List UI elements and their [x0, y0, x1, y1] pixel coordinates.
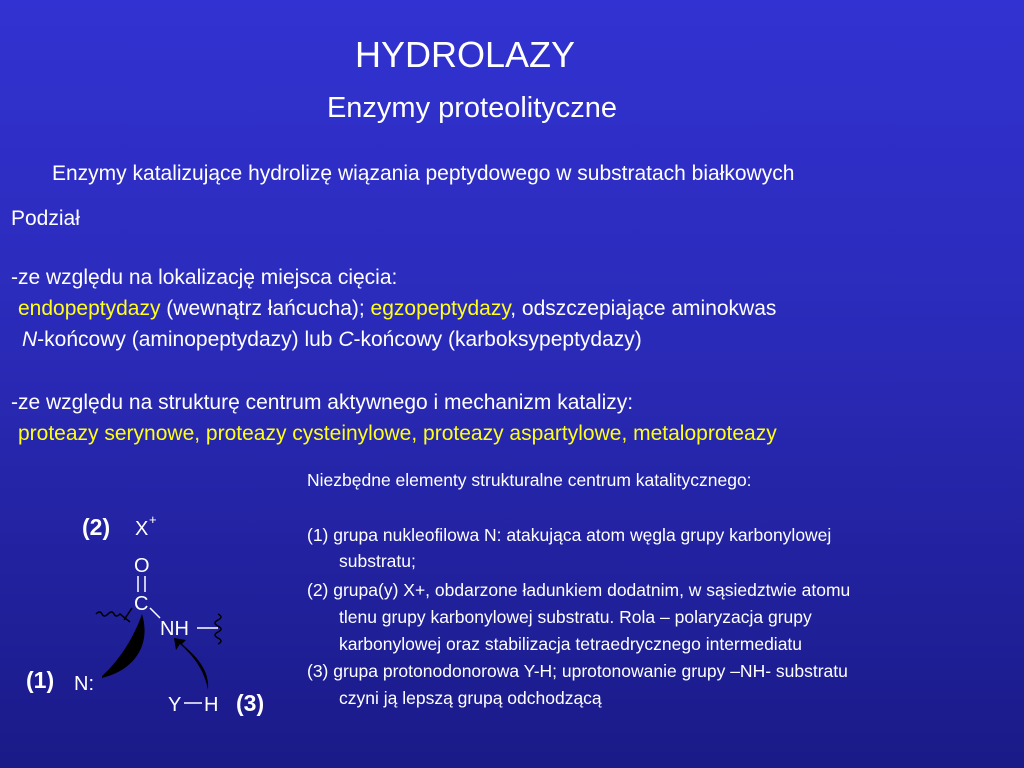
- c-nh-bond: [150, 608, 160, 618]
- carbon-atom: C: [134, 593, 149, 615]
- text-segment: , odszczepiające aminokwas: [510, 297, 777, 320]
- note-item-2c: karbonylowej oraz stabilizacja tetraedrycznego intermediatu: [339, 634, 803, 654]
- note-item-2a: (2) grupa(y) X+, obdarzone ładunkiem dodatnim, w sąsiedztwie atomu: [307, 580, 851, 600]
- nucleophile-n: N:: [74, 673, 94, 695]
- note-item-2b: tlenu grupy karbonylowej substratu. Rola – polaryzacja grupy: [339, 607, 812, 627]
- y-atom: Y: [168, 694, 182, 716]
- italic-c: C: [338, 328, 354, 351]
- h-atom: H: [204, 694, 219, 716]
- notes-heading: Niezbędne elementy strukturalne centrum katalitycznego:: [307, 470, 752, 490]
- wavy-bond-left: [96, 608, 132, 622]
- section-label: Podział: [11, 207, 80, 230]
- criterion-location: -ze względu na lokalizację miejsca cięcia:: [11, 266, 398, 289]
- exopeptidase-line: [18, 297, 776, 321]
- nucleophile-attack-arrow: [102, 614, 145, 678]
- note-item-3a: (3) grupa protonodonorowa Y-H; uprotonowanie grupy –NH- substratu: [307, 661, 848, 681]
- note-item-1a: (1) grupa nukleofilowa N: atakująca atom węgla grupy karbonylowej: [307, 525, 832, 545]
- term-endopeptydazy: endopeptydazy: [18, 297, 161, 320]
- italic-n: N: [22, 328, 38, 351]
- x-group: X: [135, 518, 149, 540]
- page-subtitle: Enzymy proteolityczne: [326, 92, 618, 124]
- label-3: (3): [236, 690, 265, 716]
- page-title: HYDROLAZY: [354, 34, 576, 75]
- criterion-mechanism: -ze względu na strukturę centrum aktywnego i mechanizm katalizy:: [11, 391, 634, 414]
- label-1: (1): [26, 667, 55, 693]
- intro-text: Enzymy katalizujące hydrolizę wiązania peptydowego w substratach białkowych: [52, 162, 795, 185]
- label-2: (2): [82, 514, 111, 540]
- oxygen-atom: O: [134, 555, 150, 577]
- term-egzopeptydazy: egzopeptydazy: [370, 297, 511, 320]
- note-item-1b: substratu;: [339, 551, 416, 571]
- text-segment: -końcowy (karboksypeptydazy): [353, 328, 642, 351]
- protease-classes: proteazy serynowe, proteazy cysteinylowe, proteazy aspartylowe, metaloproteazy: [18, 422, 777, 445]
- nh-group: NH: [160, 618, 189, 640]
- wavy-bond-right: [215, 614, 221, 644]
- catalytic-mechanism-diagram: [26, 512, 290, 740]
- text-segment: -końcowy (aminopeptydazy) lub: [37, 328, 339, 351]
- text-segment: (wewnątrz łańcucha);: [160, 297, 371, 320]
- terminus-line: [22, 328, 642, 352]
- proton-transfer-arrow: [174, 638, 208, 690]
- plus-sign: +: [149, 512, 157, 527]
- note-item-3b: czyni ją lepszą grupą odchodzącą: [339, 688, 602, 708]
